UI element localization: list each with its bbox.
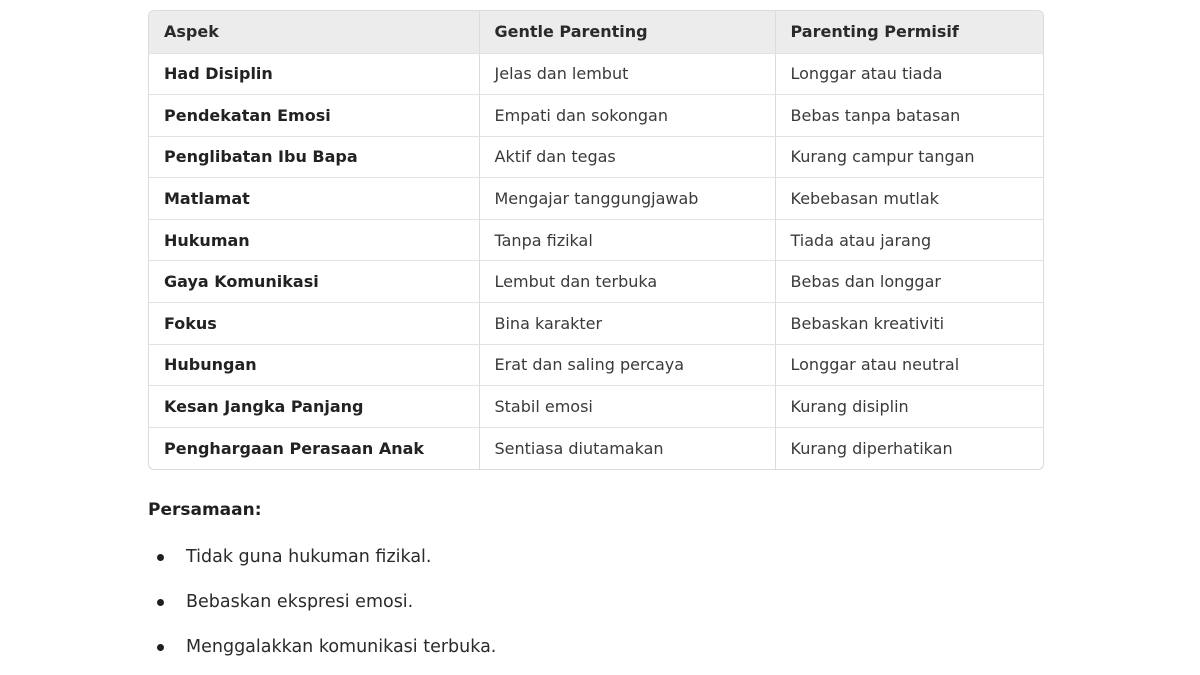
cell-parenting-permisif: Longgar atau neutral xyxy=(775,344,1043,386)
cell-gentle-parenting: Mengajar tanggungjawab xyxy=(479,178,775,220)
table-row xyxy=(149,344,1043,386)
cell-parenting-permisif: Kebebasan mutlak xyxy=(775,178,1043,220)
cell-aspek: Fokus xyxy=(149,303,479,345)
table-row xyxy=(149,53,1043,95)
cell-gentle-parenting: Stabil emosi xyxy=(479,386,775,428)
cell-aspek: Penghargaan Perasaan Anak xyxy=(149,427,479,469)
list-item xyxy=(148,585,496,630)
table-row xyxy=(149,386,1043,428)
table-row xyxy=(149,178,1043,220)
cell-aspek: Pendekatan Emosi xyxy=(149,95,479,137)
table-body xyxy=(149,53,1043,469)
table-row xyxy=(149,95,1043,137)
bullet-icon xyxy=(157,644,164,651)
table-row xyxy=(149,303,1043,345)
cell-gentle-parenting: Aktif dan tegas xyxy=(479,136,775,178)
cell-gentle-parenting: Jelas dan lembut xyxy=(479,53,775,95)
cell-parenting-permisif: Tiada atau jarang xyxy=(775,219,1043,261)
cell-parenting-permisif: Bebas dan longgar xyxy=(775,261,1043,303)
cell-aspek: Kesan Jangka Panjang xyxy=(149,386,479,428)
cell-aspek: Hukuman xyxy=(149,219,479,261)
similarities-list xyxy=(148,540,496,675)
cell-parenting-permisif: Bebas tanpa batasan xyxy=(775,95,1043,137)
list-item-text: Tidak guna hukuman fizikal. xyxy=(186,547,432,567)
column-header-parenting-permisif: Parenting Permisif xyxy=(775,11,1043,53)
cell-gentle-parenting: Tanpa fizikal xyxy=(479,219,775,261)
similarities-heading: Persamaan: xyxy=(148,500,262,520)
table-row xyxy=(149,261,1043,303)
list-item-text: Bebaskan ekspresi emosi. xyxy=(186,592,414,612)
cell-gentle-parenting: Lembut dan terbuka xyxy=(479,261,775,303)
list-item xyxy=(148,630,496,675)
comparison-table xyxy=(149,11,1043,469)
bullet-icon xyxy=(157,599,164,606)
cell-parenting-permisif: Kurang disiplin xyxy=(775,386,1043,428)
table-row xyxy=(149,219,1043,261)
cell-aspek: Penglibatan Ibu Bapa xyxy=(149,136,479,178)
cell-gentle-parenting: Sentiasa diutamakan xyxy=(479,427,775,469)
cell-parenting-permisif: Bebaskan kreativiti xyxy=(775,303,1043,345)
column-header-gentle-parenting: Gentle Parenting xyxy=(479,11,775,53)
bullet-icon xyxy=(157,554,164,561)
cell-aspek: Hubungan xyxy=(149,344,479,386)
cell-aspek: Gaya Komunikasi xyxy=(149,261,479,303)
comparison-table-container xyxy=(148,10,1044,470)
cell-gentle-parenting: Empati dan sokongan xyxy=(479,95,775,137)
cell-parenting-permisif: Longgar atau tiada xyxy=(775,53,1043,95)
cell-gentle-parenting: Erat dan saling percaya xyxy=(479,344,775,386)
table-row xyxy=(149,136,1043,178)
cell-aspek: Matlamat xyxy=(149,178,479,220)
column-header-aspek: Aspek xyxy=(149,11,479,53)
cell-aspek: Had Disiplin xyxy=(149,53,479,95)
list-item xyxy=(148,540,496,585)
cell-gentle-parenting: Bina karakter xyxy=(479,303,775,345)
table-header-row xyxy=(149,11,1043,53)
cell-parenting-permisif: Kurang campur tangan xyxy=(775,136,1043,178)
cell-parenting-permisif: Kurang diperhatikan xyxy=(790,438,953,458)
list-item-text: Menggalakkan komunikasi terbuka. xyxy=(186,637,497,657)
table-row xyxy=(149,427,1043,469)
